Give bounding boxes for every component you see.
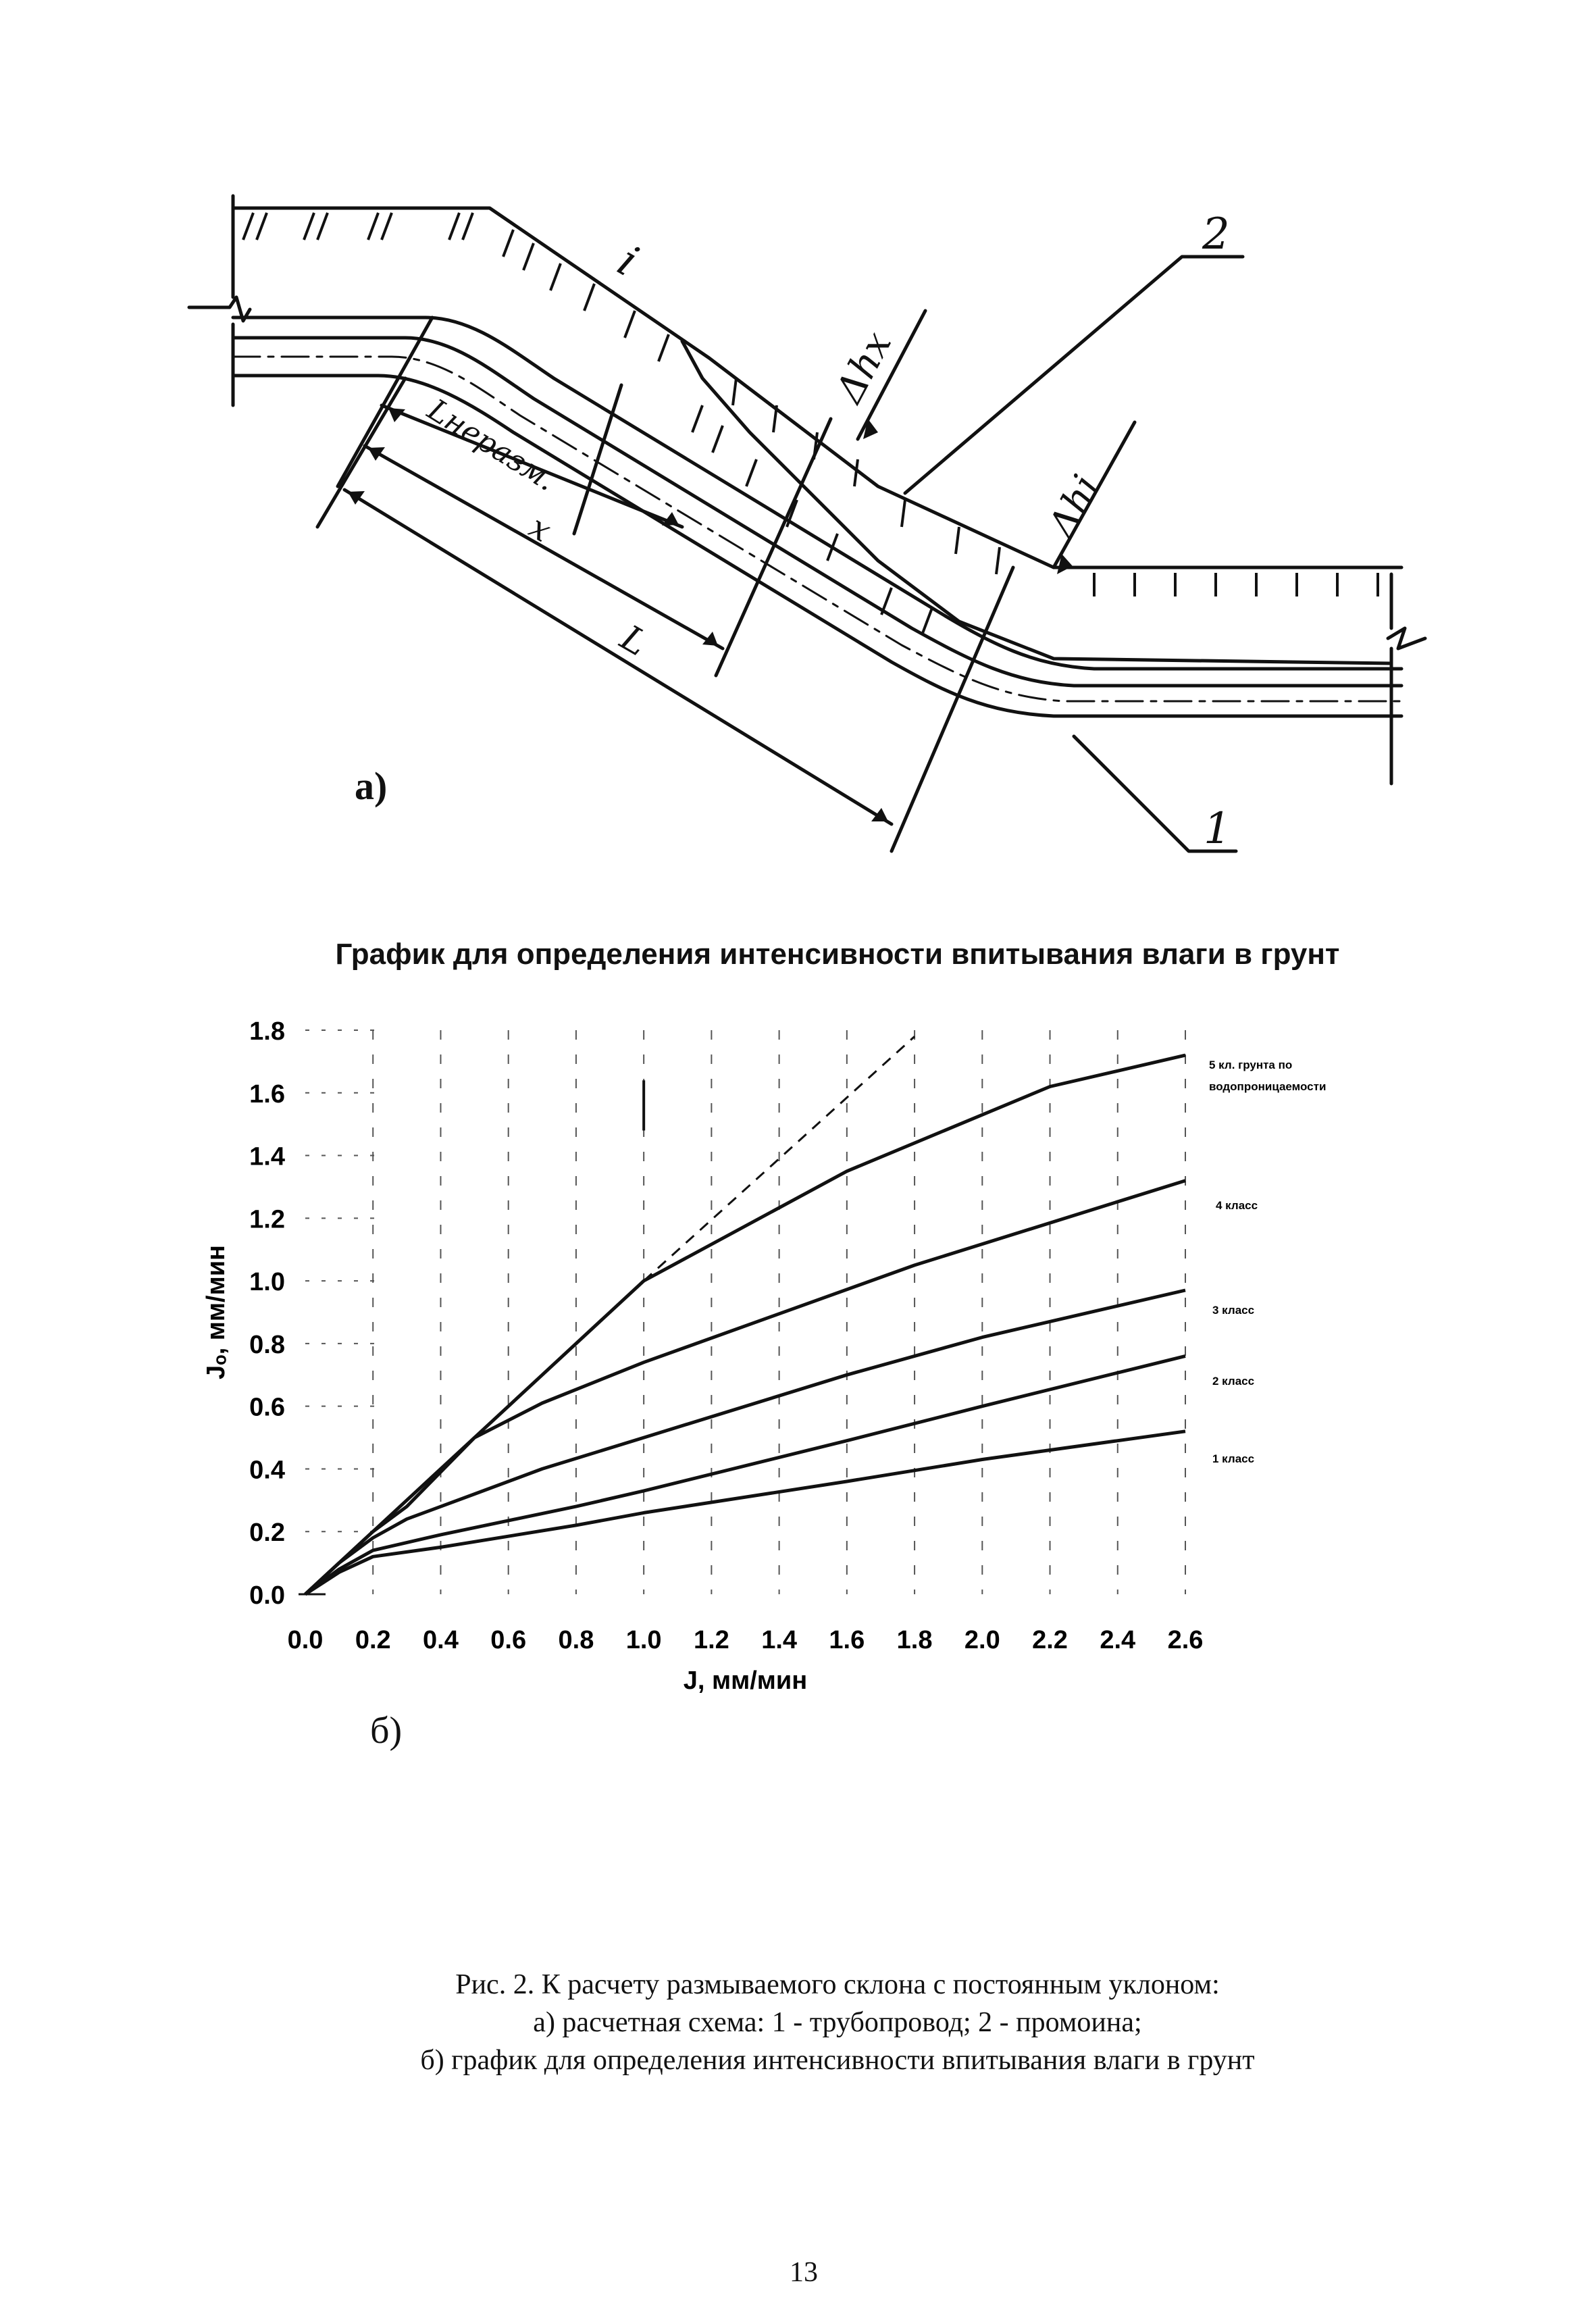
x-tick-label: 1.2 bbox=[693, 1626, 729, 1654]
chart-title: График для определения интенсивности впитывания влаги в грунт bbox=[335, 938, 1340, 971]
y-tick-label: 0.4 bbox=[249, 1456, 285, 1485]
y-tick-label: 0.2 bbox=[249, 1519, 285, 1548]
x-tick-label: 1.8 bbox=[896, 1626, 933, 1654]
chart-series-labels bbox=[1209, 1059, 1326, 1465]
y-tick-label: 1.4 bbox=[249, 1142, 285, 1171]
figure-caption bbox=[257, 1966, 1418, 2079]
series-label: 2 класс bbox=[1212, 1375, 1255, 1388]
x-tick-label: 2.0 bbox=[964, 1626, 1000, 1654]
x-tick-label: 1.6 bbox=[829, 1626, 865, 1654]
series-label: 1 класс bbox=[1212, 1452, 1255, 1465]
x-tick-label: 1.4 bbox=[761, 1626, 798, 1654]
x-tick-label: 0.6 bbox=[490, 1626, 527, 1654]
x-tick-label: 0.0 bbox=[287, 1626, 324, 1654]
y-axis-title: Jₒ, мм/мин bbox=[202, 1244, 230, 1380]
chart-grid bbox=[305, 1030, 1185, 1594]
chart-ticks bbox=[202, 1017, 1203, 1695]
series-label: 4 класс bbox=[1216, 1199, 1258, 1212]
label-dhi: Δhi bbox=[1039, 467, 1109, 545]
series-line-5 bbox=[305, 1431, 1185, 1594]
label-part-a: а) bbox=[355, 764, 388, 808]
label-part-b: б) bbox=[370, 1710, 403, 1752]
caption-line-1: Рис. 2. К расчету размываемого склона с постоянным уклоном: bbox=[455, 1969, 1220, 2000]
callout-2-number: 2 bbox=[1202, 209, 1230, 259]
chart-series bbox=[305, 1036, 1185, 1594]
label-i: i bbox=[609, 236, 646, 287]
y-tick-label: 1.0 bbox=[249, 1268, 285, 1297]
callout-1-number: 1 bbox=[1204, 804, 1231, 854]
y-tick-label: 0.8 bbox=[249, 1330, 285, 1359]
x-tick-label: 2.6 bbox=[1167, 1626, 1204, 1654]
series-label: водопроницаемости bbox=[1209, 1080, 1327, 1093]
caption-line-3: б) график для определения интенсивности впитывания влаги в грунт bbox=[420, 2045, 1255, 2076]
x-tick-label: 0.2 bbox=[355, 1626, 391, 1654]
x-tick-label: 2.4 bbox=[1100, 1626, 1136, 1654]
x-tick-label: 2.2 bbox=[1032, 1626, 1068, 1654]
x-axis-title: J, мм/мин bbox=[683, 1667, 808, 1695]
x-tick-label: 1.0 bbox=[625, 1626, 662, 1654]
label-dhx: Δhx bbox=[827, 324, 901, 410]
y-tick-label: 1.2 bbox=[249, 1205, 285, 1234]
y-tick-label: 1.8 bbox=[249, 1017, 285, 1046]
y-tick-label: 1.6 bbox=[249, 1079, 285, 1109]
series-label: 3 класс bbox=[1212, 1304, 1255, 1317]
label-x: x bbox=[523, 507, 558, 550]
label-l-nerazm: Lнеразм. bbox=[421, 392, 562, 499]
page-number: 13 bbox=[790, 2257, 818, 2288]
caption-line-2: а) расчетная схема: 1 - трубопровод; 2 - промоина; bbox=[533, 2007, 1142, 2038]
label-L: L bbox=[613, 617, 654, 665]
y-tick-label: 0.6 bbox=[249, 1393, 285, 1422]
series-label: 5 кл. грунта по bbox=[1209, 1059, 1293, 1071]
y-tick-label: 0.0 bbox=[249, 1581, 285, 1610]
x-tick-label: 0.4 bbox=[423, 1626, 459, 1654]
x-tick-label: 0.8 bbox=[558, 1626, 594, 1654]
